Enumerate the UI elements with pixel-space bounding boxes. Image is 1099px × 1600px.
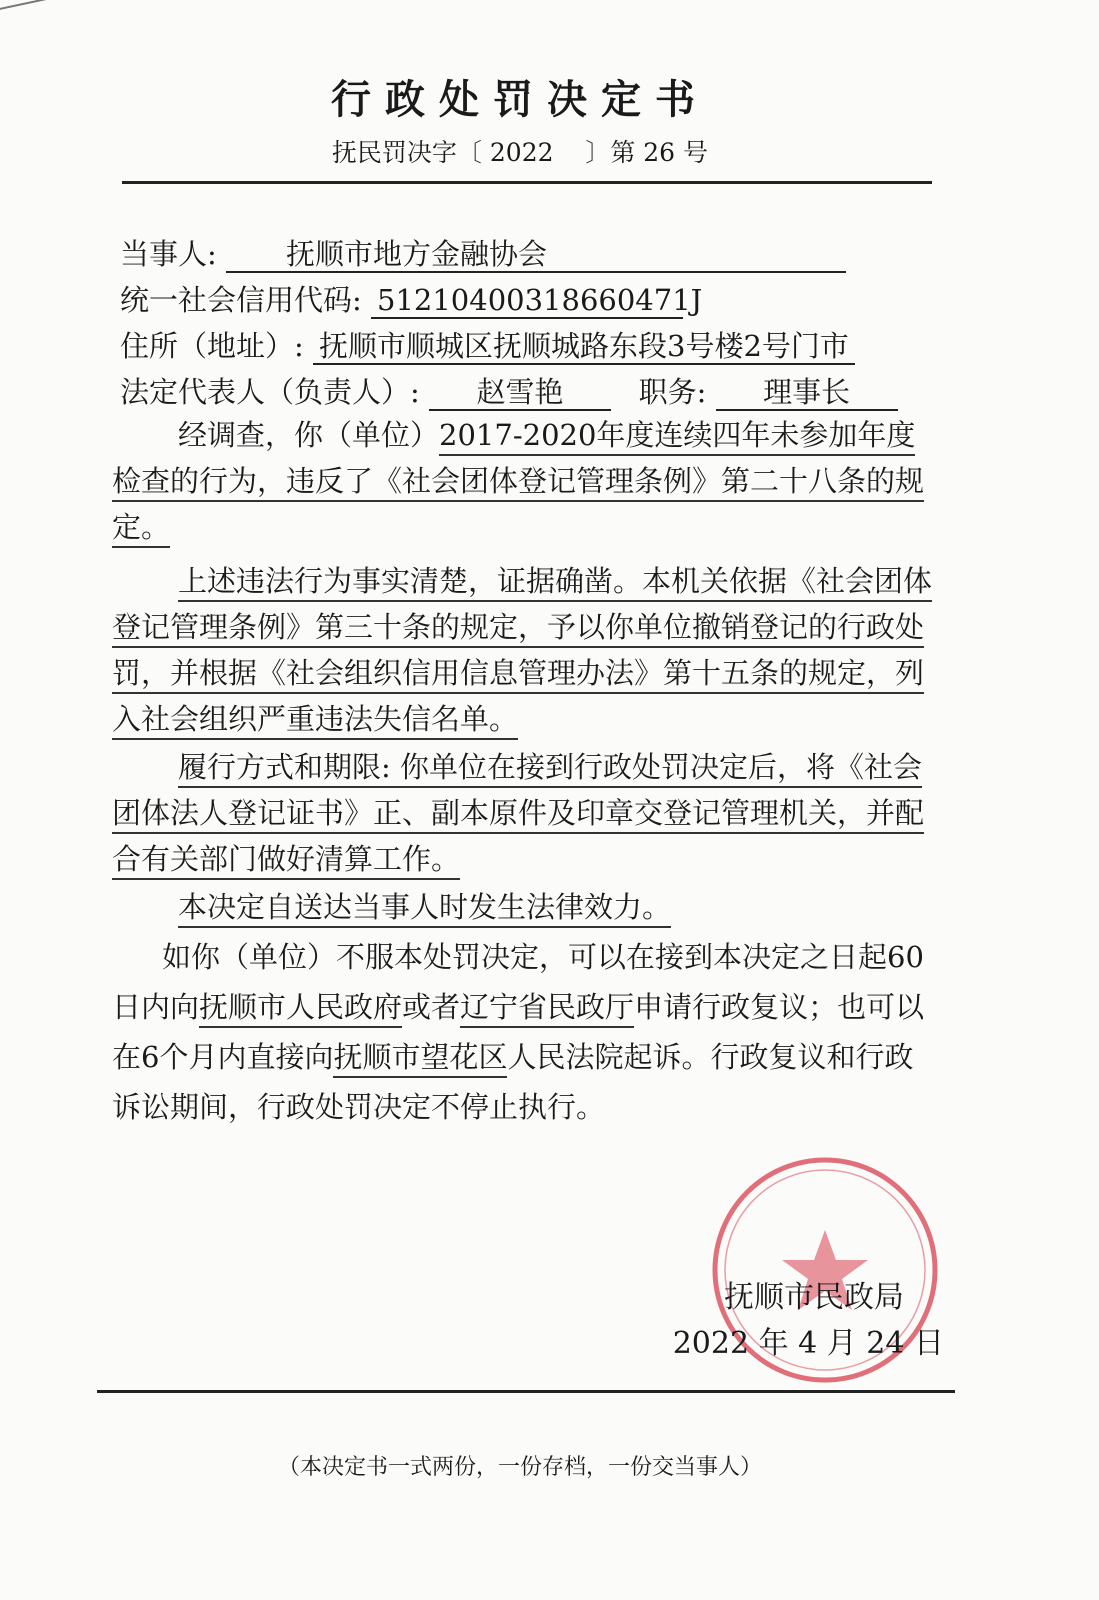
representative-label: 法定代表人（负责人）: [120, 375, 420, 409]
position-label: 职务: [638, 375, 707, 409]
credit-code-label: 统一社会信用代码: [120, 283, 362, 317]
review-government: 抚顺市人民政府 [199, 990, 402, 1028]
credit-code-value: 51210400318660471J [371, 284, 683, 319]
party-value: 抚顺市地方金融协会 [226, 238, 846, 273]
representative-field [120, 370, 898, 411]
footer-divider [97, 1390, 955, 1393]
credit-code-field [120, 278, 703, 319]
document-number: 抚民罚决字〔 2022 〕第 26 号 [331, 138, 709, 167]
address-label: 住所（地址）: [120, 329, 304, 363]
review-department: 辽宁省民政厅 [460, 990, 634, 1028]
party-label: 当事人: [120, 237, 217, 271]
address-value: 抚顺市顺城区抚顺城路东段3号楼2号门市 [313, 330, 855, 365]
paragraph-effect: 本决定自送达当事人时发生法律效力。 [112, 884, 942, 930]
footer-note: （本决定书一式两份，一份存档，一份交当事人） [277, 1455, 762, 1480]
scan-corner-mark [0, 0, 166, 12]
court-district: 抚顺市望花区 [333, 1040, 507, 1078]
paragraph-appeal: 如你（单位）不服本处罚决定，可以在接到本决定之日起60日内向抚顺市人民政府或者辽宁省民政厅申请行政复议；也可以在6个月内直接向抚顺市望花区人民法院起诉。行政复议和行政诉讼期间，行政处罚决定不停止执行。 [112, 940, 925, 1124]
header-divider [122, 181, 932, 184]
paragraph-performance: 履行方式和期限: 你单位在接到行政处罚决定后，将《社会团体法人登记证书》正、副本原件及印章交登记管理机关，并配合有关部门做好清算工作。 [112, 744, 942, 882]
party-field [120, 232, 846, 273]
paragraph-penalty: 上述违法行为事实清楚，证据确凿。本机关依据《社会团体登记管理条例》第三十条的规定，予以你单位撤销登记的行政处罚，并根据《社会组织信用信息管理办法》第十五条的规定，列入社会组织严重违法失信名单。 [112, 558, 942, 742]
issuing-authority: 抚顺市民政局 [724, 1280, 904, 1315]
address-field [120, 324, 855, 365]
paragraph-investigation: 经调查，你（单位）2017-2020年度连续四年未参加年度检查的行为，违反了《社会团体登记管理条例》第二十八条的规定。 [112, 412, 942, 550]
issue-date: 2022 年 4 月 24 日 [672, 1326, 944, 1361]
document-title: 行政处罚决定书 [331, 76, 709, 123]
position-value: 理事长 [716, 376, 898, 411]
representative-value: 赵雪艳 [429, 376, 611, 411]
